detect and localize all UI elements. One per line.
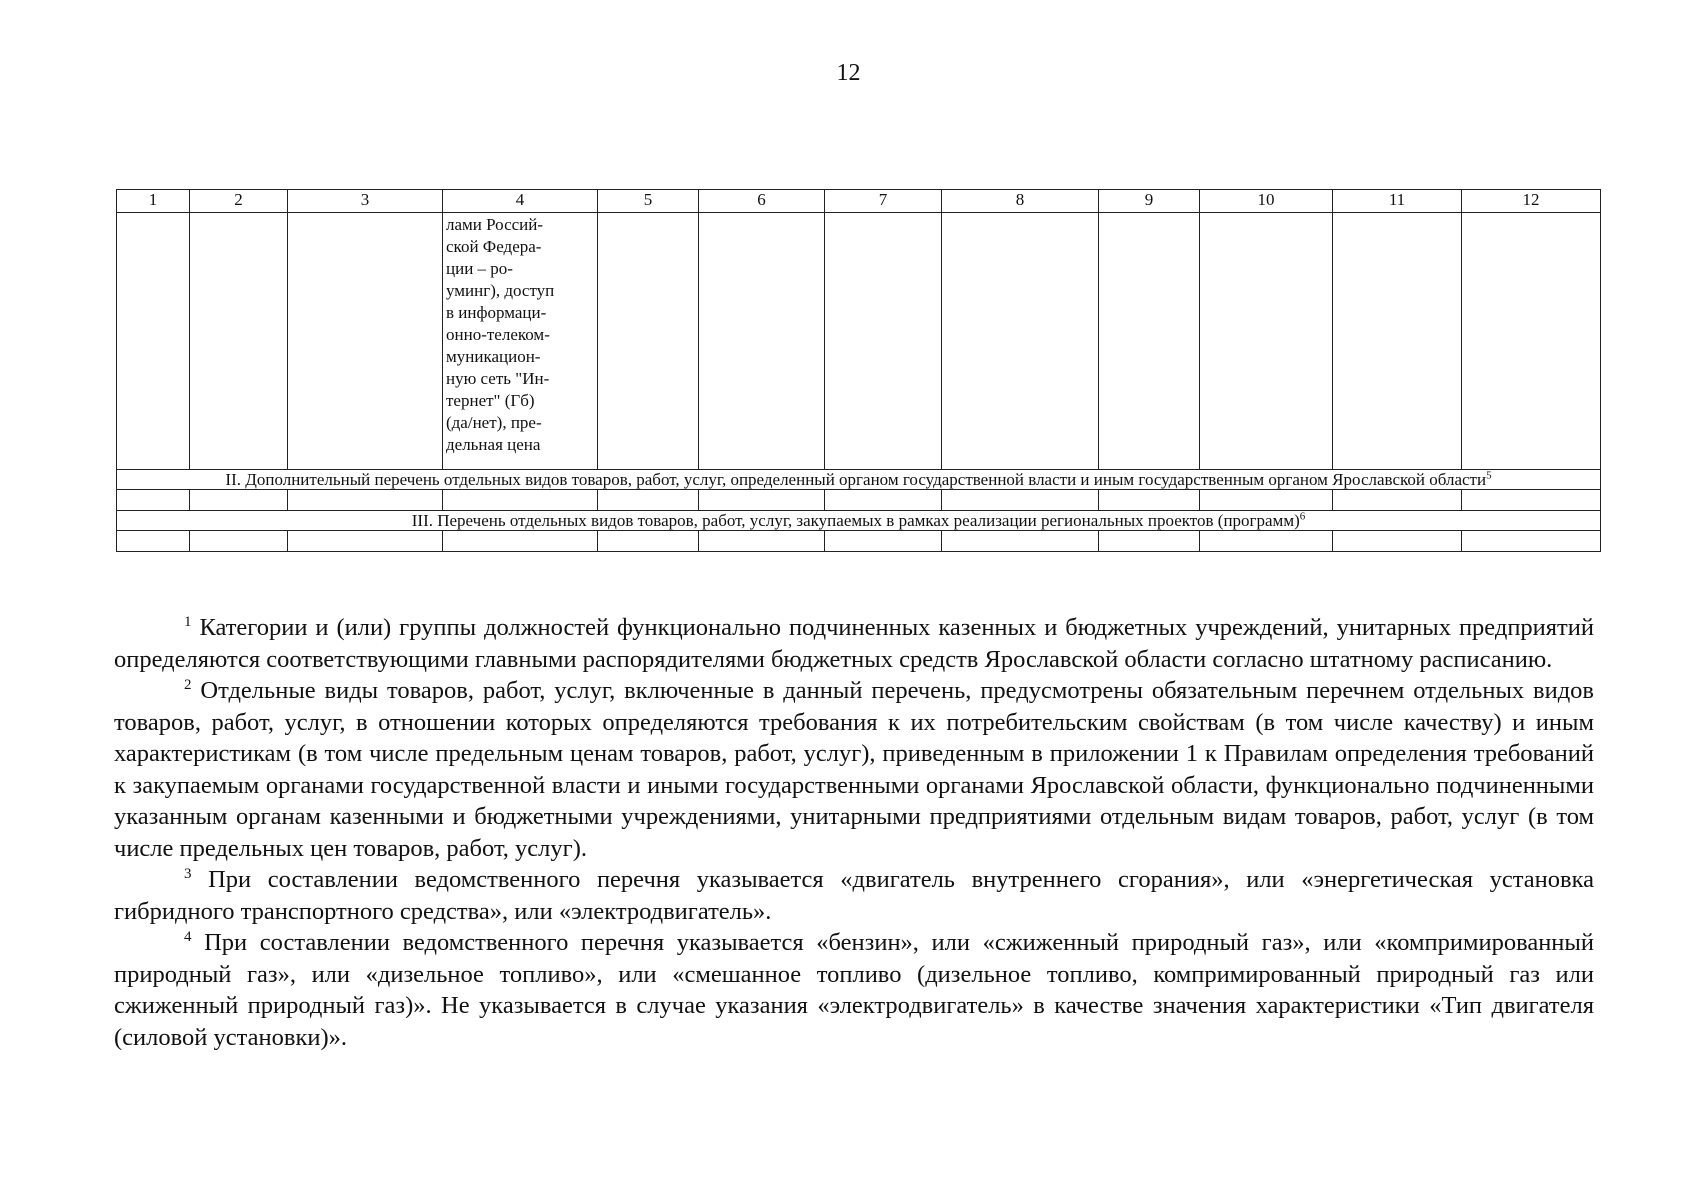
table-cell [1099, 490, 1200, 511]
table-cell [1333, 490, 1462, 511]
cell-line: (да/нет), пре- [446, 413, 542, 432]
table-cell-col4 [443, 213, 598, 470]
table-cell [598, 490, 699, 511]
table-cell [598, 531, 699, 552]
page-number: 12 [836, 60, 861, 86]
table-cell [1462, 531, 1601, 552]
column-header: 7 [825, 190, 942, 213]
table-cell [1462, 490, 1601, 511]
table-cell [598, 213, 699, 470]
table-cell [825, 213, 942, 470]
footnote-number: 4 [184, 928, 192, 945]
section-header-row [117, 470, 1601, 490]
cell-line: лами Россий- [446, 215, 544, 234]
column-header: 5 [598, 190, 699, 213]
table-cell [190, 213, 288, 470]
table-cell [699, 213, 825, 470]
footnote-ref: 6 [1299, 510, 1306, 523]
table-row [117, 490, 1601, 511]
footnotes [114, 612, 1594, 1053]
column-header: 8 [942, 190, 1099, 213]
column-header: 2 [190, 190, 288, 213]
footnote-2 [114, 675, 1594, 864]
table-cell [1099, 213, 1200, 470]
section-2-title-text: II. Дополнительный перечень отдельных видов товаров, работ, услуг, определенный органом государственной власти и иным государственным органом Ярославской области [225, 470, 1487, 489]
footnote-ref: 5 [1486, 469, 1492, 482]
table-cell [825, 490, 942, 511]
table-cell [288, 213, 443, 470]
table-cell [1200, 213, 1333, 470]
table-cell [699, 490, 825, 511]
table-cell [117, 490, 190, 511]
table-cell [117, 213, 190, 470]
table-cell [288, 531, 443, 552]
footnote-number: 3 [184, 865, 192, 882]
table-cell [1200, 531, 1333, 552]
table-cell [942, 213, 1099, 470]
table-cell [1333, 531, 1462, 552]
cell-line: ской Федера- [446, 237, 542, 256]
cell-line: в информаци- [446, 303, 547, 322]
cell-line: дельная цена [446, 435, 541, 454]
table-cell [1462, 213, 1601, 470]
table-cell [443, 531, 598, 552]
table-cell [942, 490, 1099, 511]
table-cell [825, 531, 942, 552]
footnote-number: 1 [184, 613, 192, 630]
column-header: 3 [288, 190, 443, 213]
table-cell [117, 531, 190, 552]
footnote-number: 2 [184, 676, 192, 693]
table-cell [699, 531, 825, 552]
table-cell [1200, 490, 1333, 511]
column-header: 9 [1099, 190, 1200, 213]
column-header: 12 [1462, 190, 1601, 213]
cell-line: ную сеть "Ин- [446, 369, 550, 388]
column-header: 10 [1200, 190, 1333, 213]
table-row [117, 213, 1601, 470]
table-header-row [117, 190, 1601, 213]
requirements-table [116, 189, 1601, 552]
footnote-1 [114, 612, 1594, 675]
footnote-text: Отдельные виды товаров, работ, услуг, включенные в данный перечень, предусмотрены обязательным перечнем отдельных видов товаров, работ, услуг, в отношении которых определяются требования к их потребительским свойствам (в том числе качеству) и иным характеристикам (в том числе предельным ценам товаров, работ, услуг), приведенным в приложении 1 к Правилам определения требований к закупаемым органами государственной власти и иными государственными органами Ярославской области, функционально подчиненными указанным органам казенными и бюджетными учреждениями, унитарными предприятиями отдельным видам товаров, работ, услуг (в том числе предельных цен товаров, работ, услуг). [114, 677, 1594, 862]
footnote-text: При составлении ведомственного перечня указывается «бензин», или «сжиженный природный газ», или «компримированный природный газ», или «дизельное топливо», или «смешанное топливо (дизельное топливо, компримированный природный газ или сжиженный природный газ)». Не указывается в случае указания «электродвигатель» в качестве значения характеристики «Тип двигателя (силовой установки)». [114, 929, 1594, 1051]
cell-line: ции – ро- [446, 259, 513, 278]
section-3-title [117, 511, 1601, 531]
table-cell [190, 490, 288, 511]
section-header-row [117, 511, 1601, 531]
footnote-3 [114, 864, 1594, 927]
footnote-text: Категории и (или) группы должностей функционально подчиненных казенных и бюджетных учреждений, унитарных предприятий определяются соответствующими главными распорядителями бюджетных средств Ярославской области согласно штатному расписанию. [114, 614, 1594, 673]
table-cell [942, 531, 1099, 552]
cell-line: тернет" (Гб) [446, 391, 535, 410]
table-cell [1099, 531, 1200, 552]
cell-line: уминг), доступ [446, 281, 555, 300]
column-header: 6 [699, 190, 825, 213]
section-3-title-text: III. Перечень отдельных видов товаров, работ, услуг, закупаемых в рамках реализации региональных проектов (программ) [411, 511, 1300, 530]
table-cell [1333, 213, 1462, 470]
column-header: 1 [117, 190, 190, 213]
table-cell [288, 490, 443, 511]
table-cell [443, 490, 598, 511]
section-2-title [117, 470, 1601, 490]
table-cell [190, 531, 288, 552]
table-row [117, 531, 1601, 552]
footnote-text: При составлении ведомственного перечня указывается «двигатель внутреннего сгорания», или «энергетическая установка гибридного транспортного средства», или «электродвигатель». [114, 866, 1594, 925]
cell-line: онно-телеком- [446, 325, 550, 344]
footnote-4 [114, 927, 1594, 1053]
column-header: 11 [1333, 190, 1462, 213]
column-header: 4 [443, 190, 598, 213]
cell-line: муникацион- [446, 347, 541, 366]
